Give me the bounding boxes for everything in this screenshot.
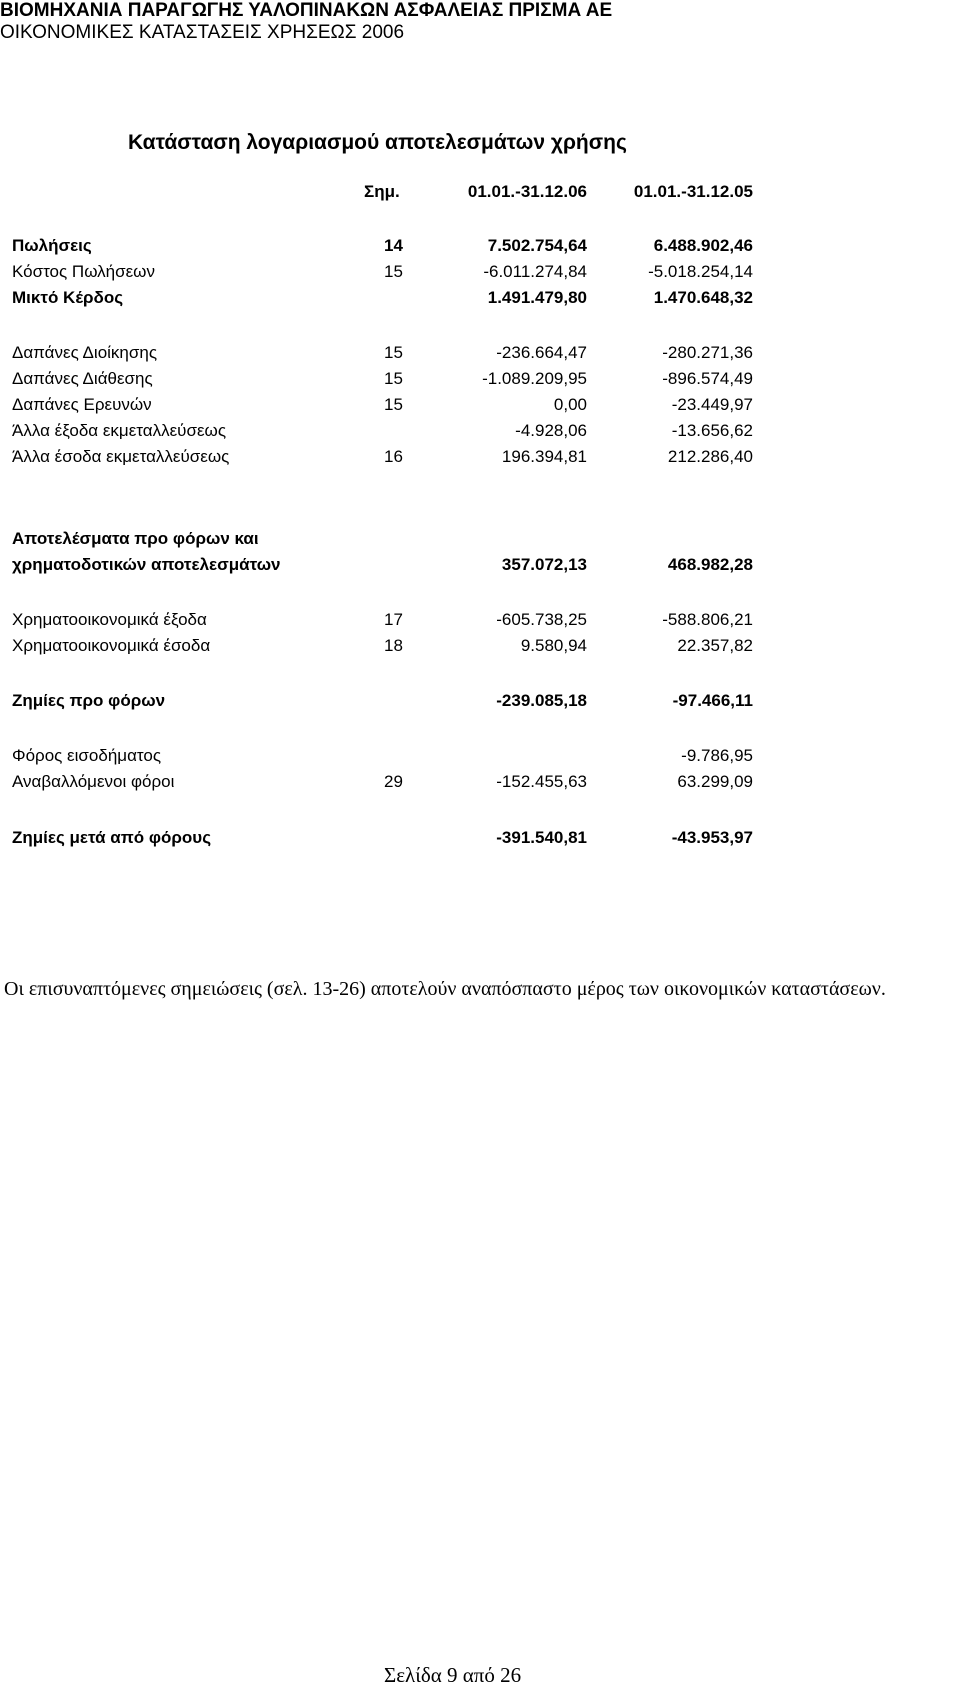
value-2006: -236.664,47 (496, 343, 587, 362)
row-label: Χρηματοοικονομικά έσοδα (12, 636, 211, 655)
value-2005: -43.953,97 (671, 828, 753, 847)
table-row (0, 393, 960, 417)
table-row (0, 826, 960, 850)
page-number: Σελίδα 9 από 26 (384, 1663, 522, 1687)
value-2005: -588.806,21 (662, 610, 753, 629)
table-row (0, 260, 960, 284)
value-2006: -239.085,18 (496, 691, 587, 710)
table-row (0, 689, 960, 713)
value-2006: 9.580,94 (520, 636, 587, 655)
value-2005: -97.466,11 (672, 691, 753, 710)
row-label: Δαπάνες Διοίκησης (12, 343, 158, 362)
table-row (0, 445, 960, 469)
value-2005: 63.299,09 (677, 772, 753, 791)
table-row (0, 744, 960, 768)
note-column-header: Σημ. (364, 182, 400, 201)
row-note: 14 (384, 236, 403, 255)
row-label: Δαπάνες Ερευνών (12, 395, 152, 414)
column-header-row (0, 180, 960, 204)
row-label: Ζημίες προ φόρων (12, 691, 166, 710)
row-label: Άλλα έσοδα εκμεταλλεύσεως (12, 447, 230, 466)
row-note: 15 (384, 262, 403, 281)
period-2005-header: 01.01.-31.12.05 (633, 182, 753, 201)
table-row (0, 770, 960, 794)
value-2005: -13.656,62 (671, 421, 753, 440)
value-2006: -152.455,63 (496, 772, 587, 791)
row-label: Δαπάνες Διάθεσης (12, 369, 153, 388)
period-2006-header: 01.01.-31.12.06 (467, 182, 587, 201)
table-row (0, 634, 960, 658)
value-2006: 0,00 (553, 395, 587, 414)
value-2005: 1.470.648,32 (653, 288, 753, 307)
statement-title: Κατάσταση λογαριασμού αποτελεσμάτων χρήσης (128, 131, 627, 154)
row-label: Μικτό Κέρδος (12, 288, 124, 307)
row-label: Άλλα έξοδα εκμεταλλεύσεως (12, 421, 227, 440)
value-2006: 196.394,81 (501, 447, 587, 466)
table-row (0, 608, 960, 632)
value-2006: 1.491.479,80 (487, 288, 587, 307)
row-note: 15 (384, 343, 403, 362)
table-row (0, 234, 960, 258)
row-label-line2: χρηματοδοτικών αποτελεσμάτων (12, 555, 281, 574)
row-label: Ζημίες μετά από φόρους (12, 828, 212, 847)
value-2005: -280.271,36 (662, 343, 753, 362)
report-subtitle: ΟΙΚΟΝΟΜΙΚΕΣ ΚΑΤΑΣΤΑΣΕΙΣ ΧΡΗΣΕΩΣ 2006 (0, 22, 405, 43)
value-2006: -1.089.209,95 (482, 369, 587, 388)
company-name: ΒΙΟΜΗΧΑΝΙΑ ΠΑΡΑΓΩΓΗΣ ΥΑΛΟΠΙΝΑΚΩΝ ΑΣΦΑΛΕΙΑΣ ΠΡΙΣΜΑ ΑΕ (0, 0, 613, 21)
value-2005: -9.786,95 (681, 746, 753, 765)
value-2005: -5.018.254,14 (648, 262, 753, 281)
row-note: 18 (384, 636, 403, 655)
row-note: 15 (384, 369, 403, 388)
value-2006: -391.540,81 (496, 828, 587, 847)
value-2005: 22.357,82 (677, 636, 753, 655)
value-2005: 6.488.902,46 (653, 236, 753, 255)
row-label: Πωλήσεις (12, 236, 92, 255)
row-label: Κόστος Πωλήσεων (12, 262, 155, 281)
value-2005: -23.449,97 (671, 395, 753, 414)
row-note: 17 (384, 610, 403, 629)
value-2005: -896.574,49 (662, 369, 753, 388)
value-2006: -6.011.274,84 (483, 262, 587, 281)
value-2005: 212.286,40 (667, 447, 753, 466)
table-row (0, 419, 960, 443)
value-2006: 7.502.754,64 (487, 236, 587, 255)
table-row (0, 286, 960, 310)
table-row (0, 341, 960, 365)
table-row (0, 553, 960, 577)
table-row (0, 367, 960, 391)
value-2006: 357.072,13 (501, 555, 587, 574)
row-label: Αναβαλλόμενοι φόροι (12, 772, 175, 791)
row-note: 16 (384, 447, 403, 466)
row-label: Χρηματοοικονομικά έξοδα (12, 610, 207, 629)
footnote: Οι επισυναπτόμενες σημειώσεις (σελ. 13-26) αποτελούν αναπόσπαστο μέρος των οικονομικών καταστάσεων. (4, 978, 886, 1000)
row-label: Φόρος εισοδήματος (12, 746, 162, 765)
value-2005: 468.982,28 (667, 555, 753, 574)
value-2006: -605.738,25 (496, 610, 587, 629)
row-note: 29 (384, 772, 403, 791)
row-label-line1: Αποτελέσματα προ φόρων και (12, 529, 259, 548)
value-2006: -4.928,06 (515, 421, 587, 440)
row-note: 15 (384, 395, 403, 414)
